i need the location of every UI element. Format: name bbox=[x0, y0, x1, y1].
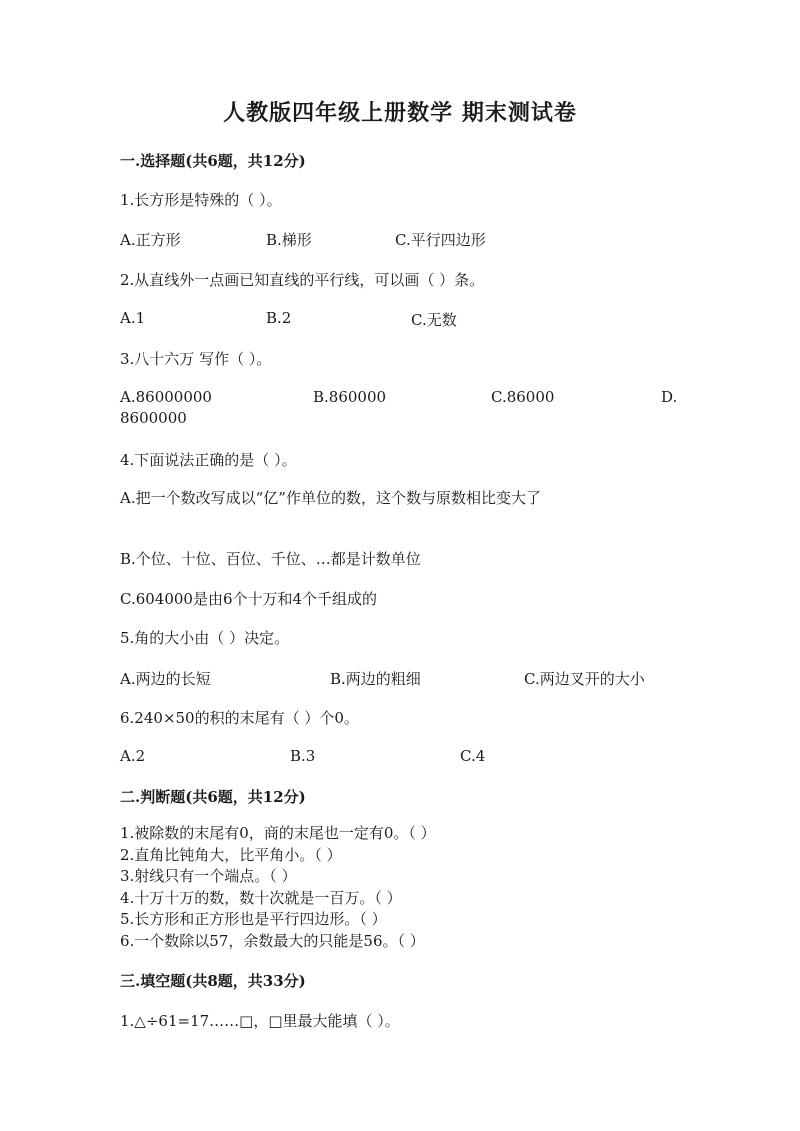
question-3-1-stem: 1.△÷61=17……□，□里最大能填（ ）。 bbox=[120, 1012, 400, 1030]
question-1-3-option-d-value: 8600000 bbox=[120, 409, 187, 427]
question-1-2-option-c: C.无数 bbox=[411, 311, 457, 329]
judge-item: 2.直角比钝角大，比平角小。（ ） bbox=[120, 845, 342, 864]
section-2-header: 二.判断题(共6题，共12分) bbox=[120, 788, 306, 806]
question-1-3-option-c: C.86000 bbox=[491, 388, 555, 406]
question-1-6-option-b: B.3 bbox=[290, 747, 316, 765]
question-1-2-option-b: B.2 bbox=[266, 309, 292, 327]
question-1-1-option-c: C.平行四边形 bbox=[395, 231, 486, 249]
question-1-1-option-a: A.正方形 bbox=[120, 231, 181, 249]
judge-item: 6.一个数除以57，余数最大的只能是56。（ ） bbox=[120, 931, 425, 950]
question-1-6-option-c: C.4 bbox=[460, 747, 486, 765]
question-1-1-stem: 1.长方形是特殊的（ ）。 bbox=[120, 191, 282, 209]
question-1-4-option-c: C.604000是由6个十万和4个千组成的 bbox=[120, 590, 378, 608]
judge-item: 4.十万十万的数，数十次就是一百万。（ ） bbox=[120, 888, 402, 907]
question-1-6-option-a: A.2 bbox=[120, 747, 146, 765]
question-1-4-stem: 4.下面说法正确的是（ ）。 bbox=[120, 451, 297, 469]
question-1-5-option-a: A.两边的长短 bbox=[120, 670, 211, 688]
question-1-5-option-b: B.两边的粗细 bbox=[330, 670, 421, 688]
judge-item: 1.被除数的末尾有0，商的末尾也一定有0。（ ） bbox=[120, 824, 436, 842]
question-1-2-stem: 2.从直线外一点画已知直线的平行线，可以画（ ）条。 bbox=[120, 271, 485, 289]
question-1-6-stem: 6.240×50的积的末尾有（ ）个0。 bbox=[120, 709, 359, 727]
judge-list bbox=[120, 823, 436, 953]
question-1-3-stem: 3.八十六万 写作（ ）。 bbox=[120, 350, 272, 368]
question-1-1-option-b: B.梯形 bbox=[266, 231, 312, 249]
page-title: 人教版四年级上册数学 期末测试卷 bbox=[223, 100, 577, 126]
judge-item: 5.长方形和正方形也是平行四边形。（ ） bbox=[120, 910, 387, 929]
question-1-4-option-b: B.个位、十位、百位、千位、…都是计数单位 bbox=[120, 550, 421, 568]
question-1-3-option-d-label: D. bbox=[661, 388, 678, 406]
question-1-3-option-a: A.86000000 bbox=[120, 388, 212, 406]
judge-item: 3.射线只有一个端点。（ ） bbox=[120, 867, 297, 886]
question-1-2-option-a: A.1 bbox=[120, 309, 146, 327]
question-1-5-stem: 5.角的大小由（ ）决定。 bbox=[120, 629, 290, 647]
section-1-header: 一.选择题(共6题，共12分) bbox=[120, 152, 306, 170]
question-1-3-option-b: B.860000 bbox=[313, 388, 387, 406]
question-1-4-option-a: A.把一个数改写成以“亿”作单位的数，这个数与原数相比变大了 bbox=[120, 489, 541, 507]
section-3-header: 三.填空题(共8题，共33分) bbox=[120, 972, 306, 990]
question-1-5-option-c: C.两边叉开的大小 bbox=[524, 670, 645, 688]
